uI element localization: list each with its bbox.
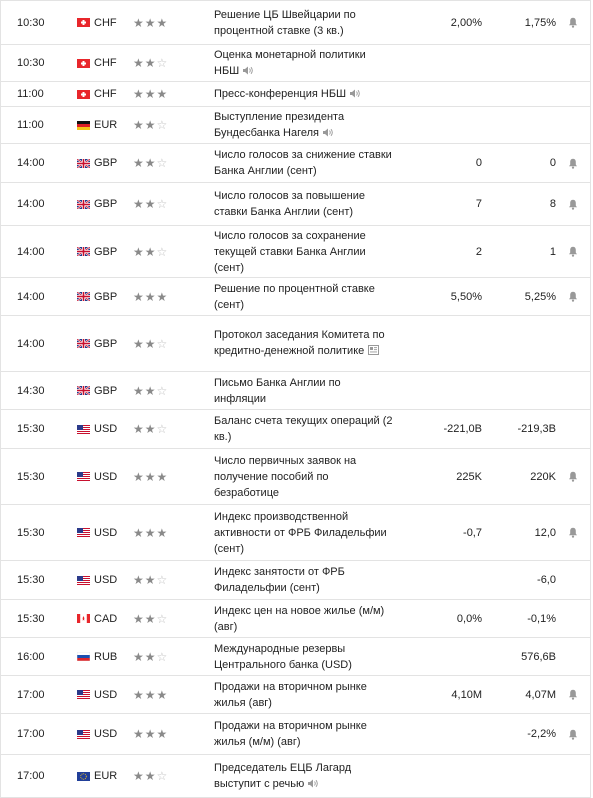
event-name-link[interactable] bbox=[214, 600, 394, 637]
table-row[interactable] bbox=[0, 600, 591, 638]
star-filled-icon: ★ bbox=[156, 469, 169, 484]
star-filled-icon: ★ bbox=[133, 469, 145, 484]
importance-stars bbox=[133, 449, 187, 504]
star-filled-icon: ★ bbox=[144, 336, 157, 351]
event-name: Международные резервы Центрального банка (USD) bbox=[214, 642, 352, 671]
star-filled-icon: ★ bbox=[133, 649, 145, 664]
star-filled-icon: ★ bbox=[144, 156, 157, 170]
event-time: 15:30 bbox=[17, 574, 45, 586]
currency-code: GBP bbox=[94, 157, 118, 169]
actual-value: 0,0% bbox=[456, 612, 482, 625]
forecast-value: -0,1% bbox=[527, 612, 556, 625]
star-empty-icon: ☆ bbox=[156, 336, 169, 351]
star-filled-icon: ★ bbox=[133, 289, 145, 304]
forecast-value bbox=[481, 316, 556, 371]
event-time: 10:30 bbox=[17, 16, 45, 29]
event-name-link[interactable] bbox=[214, 316, 394, 371]
currency-code: EUR bbox=[94, 119, 118, 131]
star-filled-icon: ★ bbox=[133, 573, 145, 587]
event-time: 17:00 bbox=[17, 770, 45, 782]
event-name: Индекс занятости от ФРБ Филадельфии (сент) bbox=[214, 566, 345, 594]
importance-stars bbox=[133, 372, 187, 409]
table-row[interactable] bbox=[0, 676, 591, 714]
importance-stars bbox=[133, 82, 187, 106]
forecast-value: -219,3B bbox=[517, 423, 556, 435]
bell-icon[interactable] bbox=[567, 144, 579, 182]
importance-stars bbox=[133, 561, 187, 599]
event-name: Индекс цен на новое жилье (м/м) (авг) bbox=[214, 604, 385, 633]
event-name: Продажи на вторичном рынке жилья (авг) bbox=[214, 680, 367, 709]
russia-flag-icon bbox=[77, 638, 92, 675]
event-time: 14:30 bbox=[17, 384, 45, 397]
event-time: 17:00 bbox=[17, 688, 45, 701]
star-filled-icon: ★ bbox=[144, 611, 157, 626]
event-name-link[interactable] bbox=[214, 82, 394, 106]
star-empty-icon: ☆ bbox=[156, 156, 169, 170]
star-empty-icon: ☆ bbox=[156, 244, 169, 259]
star-empty-icon: ☆ bbox=[156, 422, 169, 436]
importance-stars bbox=[133, 505, 187, 560]
table-row[interactable] bbox=[0, 372, 591, 410]
bell-icon[interactable] bbox=[567, 278, 579, 315]
star-filled-icon: ★ bbox=[133, 687, 145, 702]
table-row[interactable] bbox=[0, 316, 591, 372]
currency-code: GBP bbox=[94, 245, 118, 258]
usa-flag-icon bbox=[77, 449, 92, 504]
table-row[interactable] bbox=[0, 82, 591, 107]
star-filled-icon: ★ bbox=[133, 336, 145, 351]
importance-stars bbox=[133, 226, 187, 277]
table-row[interactable] bbox=[0, 561, 591, 600]
event-name-link[interactable] bbox=[214, 278, 394, 315]
document-icon bbox=[368, 344, 379, 360]
forecast-value: 12,0 bbox=[534, 526, 556, 539]
star-filled-icon: ★ bbox=[133, 727, 145, 741]
event-name: Выступление президента Бундесбанка Нагеля bbox=[214, 110, 345, 139]
star-filled-icon: ★ bbox=[144, 422, 157, 436]
forecast-value: 4,07M bbox=[525, 688, 556, 701]
event-name: Баланс счета текущих операций (2 кв.) bbox=[214, 415, 393, 443]
importance-stars bbox=[133, 638, 187, 675]
sound-icon bbox=[350, 87, 361, 103]
table-row[interactable] bbox=[0, 107, 591, 144]
uk-flag-icon bbox=[77, 372, 92, 409]
currency-code: CAD bbox=[94, 612, 118, 625]
table-row[interactable] bbox=[0, 714, 591, 755]
event-time: 15:30 bbox=[17, 612, 45, 625]
event-name-link[interactable] bbox=[214, 45, 394, 81]
forecast-value: 220K bbox=[530, 470, 556, 483]
star-empty-icon: ☆ bbox=[156, 649, 169, 664]
forecast-value: 0 bbox=[549, 157, 556, 169]
actual-value bbox=[401, 755, 482, 797]
actual-value bbox=[401, 45, 482, 81]
star-filled-icon: ★ bbox=[156, 15, 169, 30]
star-filled-icon: ★ bbox=[133, 422, 145, 436]
actual-value bbox=[401, 561, 482, 599]
table-row[interactable] bbox=[0, 449, 591, 505]
event-time: 11:00 bbox=[17, 119, 44, 131]
event-time: 11:00 bbox=[17, 88, 44, 100]
uk-flag-icon bbox=[77, 316, 92, 371]
table-row[interactable] bbox=[0, 183, 591, 226]
actual-value: 2,00% bbox=[450, 16, 482, 29]
currency-code: RUB bbox=[94, 650, 118, 663]
event-name: Оценка монетарной политики НБШ bbox=[214, 48, 366, 77]
sound-icon bbox=[243, 64, 254, 80]
event-time: 14:00 bbox=[17, 198, 45, 210]
event-name-link[interactable] bbox=[214, 107, 394, 143]
importance-stars bbox=[133, 755, 187, 797]
table-row[interactable] bbox=[0, 410, 591, 449]
event-time: 15:30 bbox=[17, 526, 45, 539]
currency-code: USD bbox=[94, 470, 118, 483]
actual-value bbox=[401, 82, 482, 106]
event-name: Решение по процентной ставке (сент) bbox=[214, 282, 375, 311]
uk-flag-icon bbox=[77, 278, 92, 315]
event-name: Председатель ЕЦБ Лагард выступит с речью bbox=[214, 761, 352, 790]
event-name: Индекс производственной активности от ФРБ Филадельфии (сент) bbox=[214, 510, 387, 555]
forecast-value bbox=[481, 107, 556, 143]
star-filled-icon: ★ bbox=[156, 87, 169, 101]
importance-stars bbox=[133, 316, 187, 371]
star-filled-icon: ★ bbox=[144, 289, 157, 304]
star-filled-icon: ★ bbox=[144, 87, 157, 101]
event-name: Письмо Банка Англии по инфляции bbox=[214, 376, 341, 405]
table-row[interactable] bbox=[0, 144, 591, 183]
star-empty-icon: ☆ bbox=[156, 56, 169, 70]
importance-stars bbox=[133, 410, 187, 448]
star-filled-icon: ★ bbox=[133, 118, 145, 132]
event-name-link[interactable] bbox=[214, 1, 394, 44]
event-name-link[interactable] bbox=[214, 449, 394, 504]
importance-stars bbox=[133, 183, 187, 225]
currency-code: GBP bbox=[94, 290, 118, 303]
forecast-value: 1,75% bbox=[524, 16, 556, 29]
event-time: 16:00 bbox=[17, 650, 45, 663]
actual-value: 7 bbox=[475, 198, 482, 210]
importance-stars bbox=[133, 1, 187, 44]
forecast-value: 576,6B bbox=[521, 650, 556, 663]
event-name: Пресс-конференция НБШ bbox=[214, 87, 347, 100]
currency-code: CHF bbox=[94, 88, 117, 100]
table-row[interactable] bbox=[0, 45, 591, 82]
forecast-value bbox=[481, 755, 556, 797]
bell-icon[interactable] bbox=[567, 1, 579, 44]
event-time: 15:30 bbox=[17, 470, 45, 483]
currency-code: USD bbox=[94, 423, 118, 435]
actual-value bbox=[401, 107, 482, 143]
table-row[interactable] bbox=[0, 226, 591, 278]
star-empty-icon: ☆ bbox=[156, 197, 169, 211]
currency-code: GBP bbox=[94, 198, 118, 210]
currency-code: EUR bbox=[94, 770, 118, 782]
currency-code: USD bbox=[94, 574, 118, 586]
actual-value: 225K bbox=[456, 470, 482, 483]
star-filled-icon: ★ bbox=[144, 383, 157, 398]
event-name: Протокол заседания Комитета по кредитно-денежной политике bbox=[214, 329, 385, 357]
actual-value: 0 bbox=[475, 157, 482, 169]
canada-flag-icon bbox=[77, 600, 92, 637]
star-empty-icon: ☆ bbox=[156, 611, 169, 626]
importance-stars bbox=[133, 714, 187, 754]
forecast-value: 1 bbox=[549, 245, 556, 258]
actual-value: 5,50% bbox=[450, 290, 482, 303]
event-name: Решение ЦБ Швейцарии по процентной ставке (3 кв.) bbox=[214, 8, 356, 37]
actual-value: -221,0B bbox=[443, 423, 482, 435]
star-empty-icon: ☆ bbox=[156, 383, 169, 398]
forecast-value bbox=[481, 82, 556, 106]
table-row[interactable] bbox=[0, 0, 591, 45]
actual-value bbox=[401, 316, 482, 371]
usa-flag-icon bbox=[77, 714, 92, 754]
switzerland-flag-icon bbox=[77, 82, 92, 106]
star-filled-icon: ★ bbox=[133, 15, 145, 30]
forecast-value: 8 bbox=[549, 198, 556, 210]
importance-stars bbox=[133, 107, 187, 143]
event-time: 14:00 bbox=[17, 337, 45, 350]
event-time: 10:30 bbox=[17, 57, 45, 69]
event-name-link[interactable] bbox=[214, 638, 394, 675]
actual-value: -0,7 bbox=[463, 526, 482, 539]
event-name: Число голосов за снижение ставки Банка Англии (сент) bbox=[214, 149, 392, 177]
table-row[interactable] bbox=[0, 638, 591, 676]
currency-code: USD bbox=[94, 728, 118, 740]
bell-icon[interactable] bbox=[567, 505, 579, 560]
star-filled-icon: ★ bbox=[144, 573, 157, 587]
star-filled-icon: ★ bbox=[144, 15, 157, 30]
forecast-value bbox=[481, 45, 556, 81]
star-filled-icon: ★ bbox=[144, 769, 157, 783]
event-name-link[interactable] bbox=[214, 561, 394, 599]
star-empty-icon: ☆ bbox=[156, 118, 169, 132]
star-filled-icon: ★ bbox=[156, 289, 169, 304]
star-filled-icon: ★ bbox=[156, 525, 169, 540]
star-filled-icon: ★ bbox=[144, 649, 157, 664]
event-name: Число первичных заявок на получение пособий по безработице bbox=[214, 454, 357, 499]
event-name: Число голосов за повышение ставки Банка Англии (сент) bbox=[214, 190, 365, 218]
usa-flag-icon bbox=[77, 505, 92, 560]
importance-stars bbox=[133, 45, 187, 81]
forecast-value: 5,25% bbox=[524, 290, 556, 303]
event-time: 14:00 bbox=[17, 290, 45, 303]
table-row[interactable] bbox=[0, 278, 591, 316]
forecast-value: -6,0 bbox=[537, 574, 556, 586]
event-name: Продажи на вторичном рынке жилья (м/м) (авг) bbox=[214, 720, 367, 748]
currency-code: USD bbox=[94, 526, 118, 539]
star-filled-icon: ★ bbox=[133, 383, 145, 398]
star-filled-icon: ★ bbox=[133, 244, 145, 259]
event-name-link[interactable] bbox=[214, 505, 394, 560]
star-filled-icon: ★ bbox=[144, 118, 157, 132]
event-name-link[interactable] bbox=[214, 183, 394, 225]
event-name-link[interactable] bbox=[214, 226, 394, 277]
currency-code: GBP bbox=[94, 337, 118, 350]
currency-code: USD bbox=[94, 688, 118, 701]
currency-code: CHF bbox=[94, 16, 117, 29]
event-name-link[interactable] bbox=[214, 714, 394, 754]
uk-flag-icon bbox=[77, 144, 92, 182]
sound-icon bbox=[323, 126, 334, 142]
star-filled-icon: ★ bbox=[144, 727, 157, 741]
star-filled-icon: ★ bbox=[144, 687, 157, 702]
star-filled-icon: ★ bbox=[144, 469, 157, 484]
star-filled-icon: ★ bbox=[133, 87, 145, 101]
event-name-link[interactable] bbox=[214, 755, 394, 797]
event-name-link[interactable] bbox=[214, 144, 394, 182]
event-time: 15:30 bbox=[17, 423, 45, 435]
importance-stars bbox=[133, 278, 187, 315]
importance-stars bbox=[133, 144, 187, 182]
star-filled-icon: ★ bbox=[133, 56, 145, 70]
actual-value: 4,10M bbox=[451, 688, 482, 701]
star-filled-icon: ★ bbox=[133, 197, 145, 211]
star-filled-icon: ★ bbox=[156, 727, 169, 741]
actual-value: 2 bbox=[475, 245, 482, 258]
star-empty-icon: ☆ bbox=[156, 769, 169, 783]
star-empty-icon: ☆ bbox=[156, 573, 169, 587]
star-filled-icon: ★ bbox=[144, 244, 157, 259]
table-row[interactable] bbox=[0, 505, 591, 561]
actual-value bbox=[401, 372, 482, 409]
uk-flag-icon bbox=[77, 226, 92, 277]
star-filled-icon: ★ bbox=[144, 197, 157, 211]
star-filled-icon: ★ bbox=[133, 156, 145, 170]
importance-stars bbox=[133, 600, 187, 637]
actual-value bbox=[401, 638, 482, 675]
event-time: 14:00 bbox=[17, 245, 45, 258]
event-name: Число голосов за сохранение текущей ставки Банка Англии (сент) bbox=[214, 229, 366, 274]
eu-flag-icon bbox=[77, 755, 92, 797]
event-time: 17:00 bbox=[17, 728, 45, 740]
actual-value bbox=[401, 714, 482, 754]
table-row[interactable] bbox=[0, 755, 591, 798]
bell-icon[interactable] bbox=[567, 226, 579, 277]
bell-icon[interactable] bbox=[567, 183, 579, 225]
usa-flag-icon bbox=[77, 676, 92, 713]
uk-flag-icon bbox=[77, 183, 92, 225]
usa-flag-icon bbox=[77, 561, 92, 599]
event-name-link[interactable] bbox=[214, 372, 394, 409]
bell-icon[interactable] bbox=[567, 714, 579, 754]
switzerland-flag-icon bbox=[77, 1, 92, 44]
forecast-value bbox=[481, 372, 556, 409]
forecast-value: -2,2% bbox=[527, 728, 556, 740]
currency-code: GBP bbox=[94, 384, 118, 397]
currency-code: CHF bbox=[94, 57, 117, 69]
star-filled-icon: ★ bbox=[144, 525, 157, 540]
usa-flag-icon bbox=[77, 410, 92, 448]
sound-icon bbox=[308, 777, 319, 793]
star-filled-icon: ★ bbox=[133, 611, 145, 626]
star-filled-icon: ★ bbox=[156, 687, 169, 702]
star-filled-icon: ★ bbox=[144, 56, 157, 70]
event-name-link[interactable] bbox=[214, 410, 394, 448]
germany-flag-icon bbox=[77, 107, 92, 143]
event-time: 14:00 bbox=[17, 157, 45, 169]
importance-stars bbox=[133, 676, 187, 713]
star-filled-icon: ★ bbox=[133, 769, 145, 783]
event-name-link[interactable] bbox=[214, 676, 394, 713]
star-filled-icon: ★ bbox=[133, 525, 145, 540]
bell-icon[interactable] bbox=[567, 449, 579, 504]
bell-icon[interactable] bbox=[567, 676, 579, 713]
switzerland-flag-icon bbox=[77, 45, 92, 81]
